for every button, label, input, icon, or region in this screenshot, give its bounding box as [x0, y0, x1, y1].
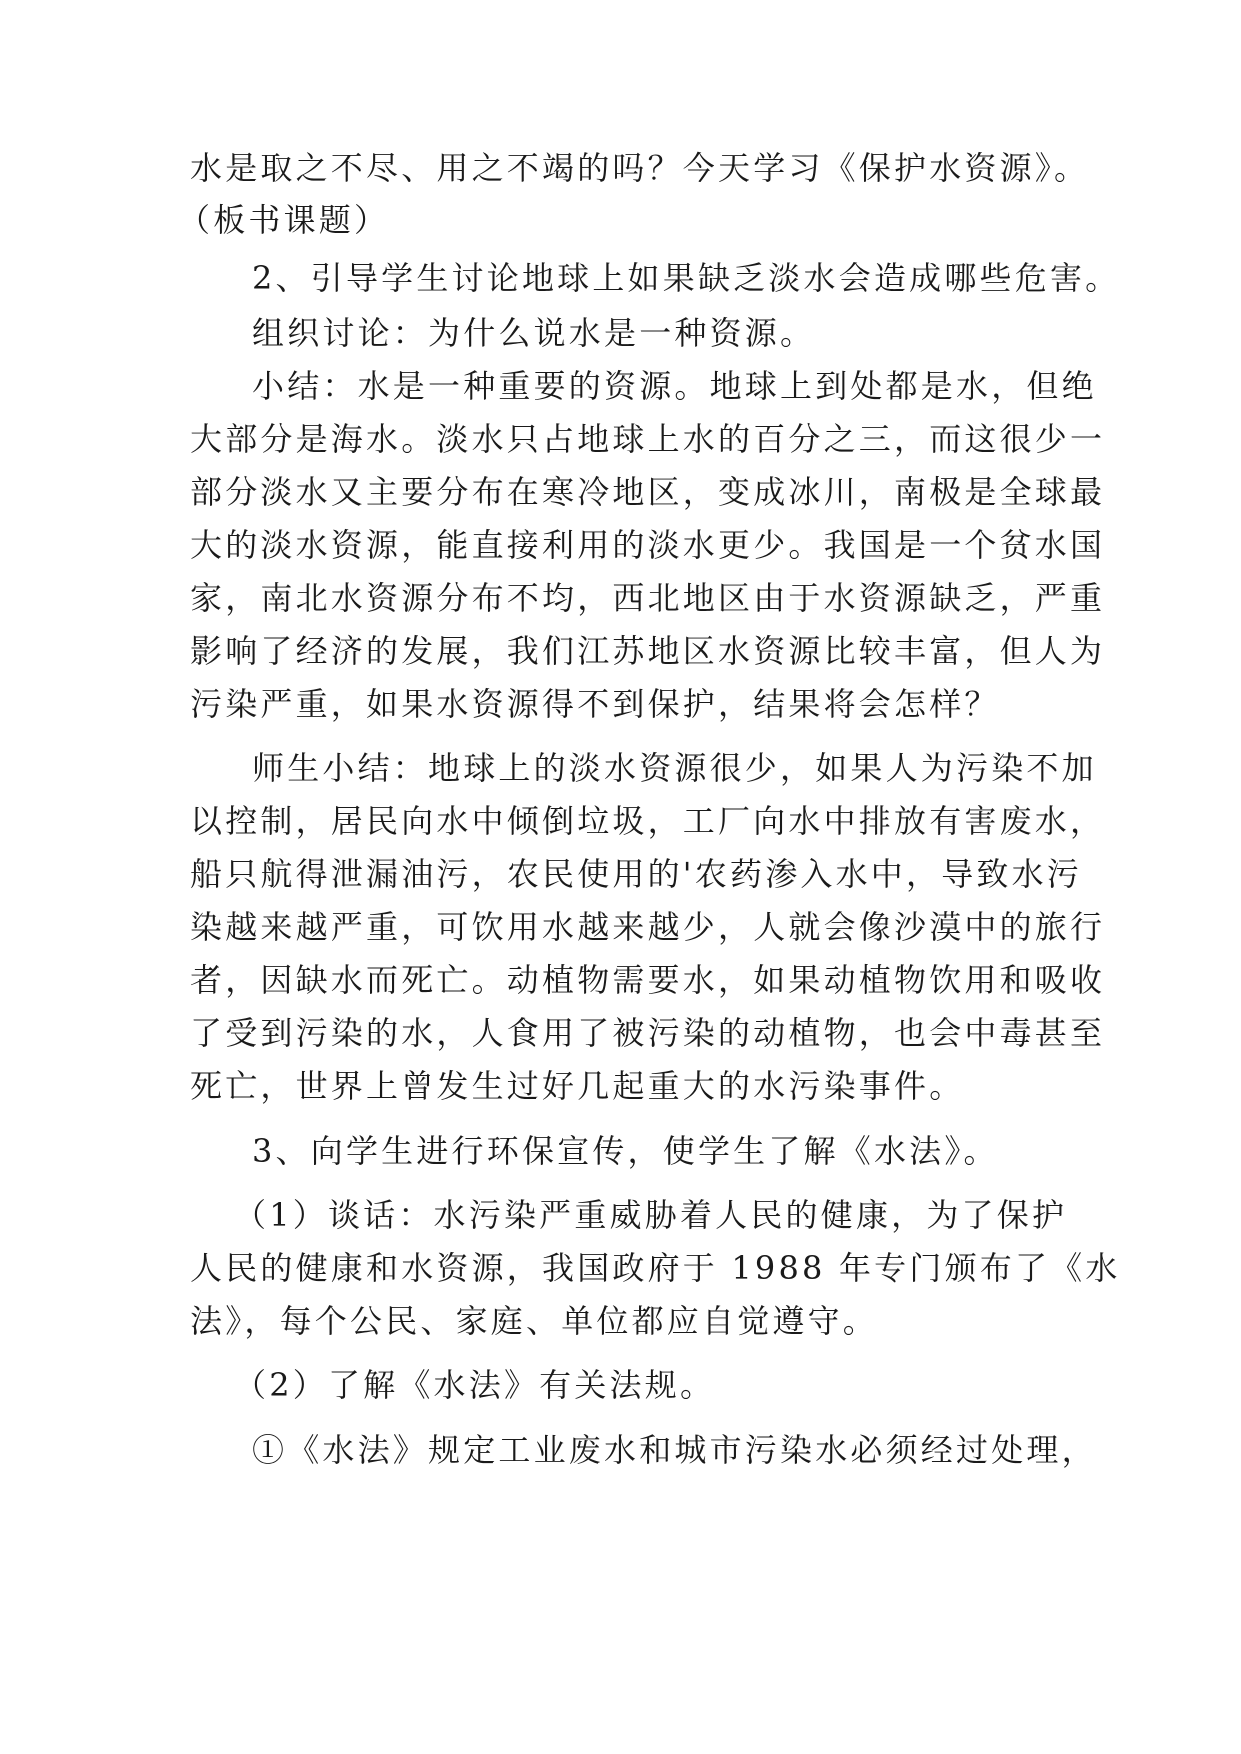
- text-line: 影响了经济的发展，我们江苏地区水资源比较丰富，但人为: [190, 632, 1106, 670]
- text-line: 人民的健康和水资源，我国政府于 1988 年专门颁布了《水: [190, 1249, 1121, 1287]
- text-line: 了受到污染的水，人食用了被污染的动植物，也会中毒甚至: [190, 1014, 1106, 1052]
- text-line: 2、引导学生讨论地球上如果缺乏淡水会造成哪些危害。: [252, 259, 1121, 297]
- text-line: （2）了解《水法》有关法规。: [234, 1366, 716, 1404]
- text-line: ①《水法》规定工业废水和城市污染水必须经过处理，: [252, 1431, 1097, 1469]
- text-line: 组织讨论：为什么说水是一种资源。: [252, 314, 816, 352]
- text-line: 者，因缺水而死亡。动植物需要水，如果动植物饮用和吸收: [190, 961, 1106, 999]
- text-line: 法》，每个公民、家庭、单位都应自觉遵守。: [190, 1302, 879, 1340]
- text-line: 污染严重，如果水资源得不到保护，结果将会怎样？: [190, 685, 1000, 723]
- text-line: 以控制，居民向水中倾倒垃圾，工厂向水中排放有害废水，: [190, 802, 1106, 840]
- text-line: 染越来越严重，可饮用水越来越少，人就会像沙漠中的旅行: [190, 908, 1106, 946]
- text-line: （1）谈话：水污染严重威胁着人民的健康，为了保护: [234, 1196, 1068, 1234]
- text-line: 部分淡水又主要分布在寒冷地区，变成冰川，南极是全球最: [190, 473, 1106, 511]
- text-line: 船只航得泄漏油污，农民使用的'农药渗入水中，导致水污: [190, 855, 1082, 893]
- text-line: 小结：水是一种重要的资源。地球上到处都是水，但绝: [252, 367, 1097, 405]
- text-line: （板书课题）: [178, 201, 390, 239]
- text-line: 大部分是海水。淡水只占地球上水的百分之三，而这很少一: [190, 420, 1106, 458]
- text-line: 师生小结：地球上的淡水资源很少，如果人为污染不加: [252, 749, 1097, 787]
- text-line: 水是取之不尽、用之不竭的吗？今天学习《保护水资源》。: [190, 149, 1090, 187]
- text-line: 3、向学生进行环保宣传，使学生了解《水法》。: [252, 1132, 999, 1170]
- text-line: 死亡，世界上曾发生过好几起重大的水污染事件。: [190, 1067, 965, 1105]
- text-line: 大的淡水资源，能直接利用的淡水更少。我国是一个贫水国: [190, 526, 1106, 564]
- text-line: 家，南北水资源分布不均，西北地区由于水资源缺乏，严重: [190, 579, 1106, 617]
